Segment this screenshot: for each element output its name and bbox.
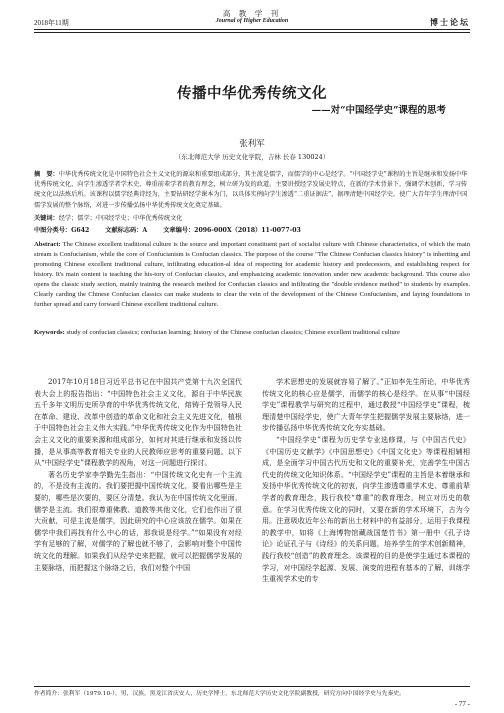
keywords-cn	[34, 214, 470, 224]
keywords-en	[34, 328, 470, 338]
body-paragraph: 学术思想史的发展就容易了解了。”正如李先生所论，中华优秀传统文化的核心应是儒学，而儒学的核心是经学。在从事“中国经学史”课程教学与研究的过程中，通过教授“中国经学史”课程，梳理清楚中国经学史，使广大青年学生把握儒学发展主要脉络，进一步传播弘扬中华优秀传统文化夯实基础。	[262, 377, 470, 433]
header-rule	[34, 29, 470, 30]
abstract-en-text: The Chinese excellent traditional culture is the source and important constituent part of socialist culture with Chinese characteristics, of which the main stream is Confucianism, while the core of Confucianism is Confucian classics. The purpose of the course "The Chinese Confucian classics history" is inheriting and promoting Chinese excellent traditional culture, infiltrating education-al idea of respecting for academic history and predecessors, and establishing respect for history. It's main content is teaching the his-tory of Confucian classics, and emphasizing academic innovation under new academic background. This course also opens the classic study section, mainly training the research method for Confucian classics and infiltrating the "double evidence method" to students by examples. Clearly carding the Chinese Confucian classics can make students to clear the vein of the development of the Chinese Confucianism, and laying foundations to further spread and carry forward Chinese excellent traditional culture.	[34, 241, 470, 308]
keywords-en-label: Keywords:	[34, 329, 65, 336]
classification-meta	[34, 226, 470, 236]
issue-label: 2018年11期	[34, 19, 69, 27]
keywords-en-text: study of confucian classics; confucian learning; history of the Chinese confucian classics; Chinese excellent traditional culture	[66, 329, 400, 336]
document-code: 文献标志码：A	[105, 227, 148, 234]
article-subtitle: ——对“中国经学史”课程的思考	[311, 105, 446, 116]
abstract-cn	[34, 170, 470, 211]
author-affiliation: （东北师范大学 历史文化学院，吉林 长春 130024）	[174, 153, 330, 161]
footnote-rule	[34, 686, 470, 687]
journal-title-en: Journal of Higher Education	[215, 18, 289, 24]
abstract-en	[34, 240, 470, 310]
body-column-right	[262, 376, 470, 585]
article-title: 传播中华优秀传统文化	[177, 85, 327, 102]
article-id: 文章编号：2096-000X（2018）11-0077-03	[163, 227, 301, 234]
clc-number: 中图分类号：G642	[34, 227, 90, 234]
abstract-cn-text: 中华优秀传统文化是中国特色社会主义文化的源泉和重要组成部分，其主流是儒学，而儒学的中心是经学。“中国经学史”课程的主旨是继承和发扬中华优秀传统文化，向学生渗透学者学术史、尊重前辈学者的教育理念，树立研为发的政道。主要讲授经学发展史特点，在新的学术背景下，强调学术创新，学习传统文化以法炼后所。该课程以儒学经典诗经为，主要钻研经学课本为门，以具体实例向学生渗透“二重证据法”、据理清楚中国经学史，使广大青年学生理清中国儒学发展的整个脉络，对进一步传播弘扬中华优秀传统文化奠定基础。	[34, 171, 468, 209]
body-paragraph: “中国经学史”课程为历史学专业选修课，与《中国古代史》《中国历史文献学》《中国思想史》《中国文化史》等课程相辅相成，是全面学习中国古代历史和文化的重要补充，完善学生中国古代史的传统文化知识体系。“中国经学史”课程的主旨是本着继承和发扬中华优秀传统文化的初衷，向学生渗透尊重学术史、尊重前辈学者的教育理念，践行我校“尊重”的教育理念，树立对历史的敬意。在学习优秀传统文化的同时，又要在新的学术环境下，古为今用。注意吸收近年公布的新出土材料中的有益部分，运用于我课程的教学中，如将《上海博物馆藏战国楚竹书》第一册中《孔子诗论》论证孔子与《诗经》的关系问题，培养学生的学术创新精神，践行我校“创造”的教育理念。该课程的目的是使学生通过本课程的学习，对中国经学起源、发展、演变的进程有基本的了解，训练学生重视学术史的专	[262, 434, 470, 584]
abstract-en-label: Abstract:	[34, 241, 61, 248]
body-paragraph: 著名历史学家李学勤先生指出：“中国传统文化史有一个主流的，不是没有主流的。我们要把握中国传统文化，要看出哪些是主要的，哪些是次要的，要区分清楚。我认为在中国传统文化里面，儒学是主流。我们很尊重佛教、道教等其他文化，它们也作出了很大贡献，可是主流是儒学，因此研究的中心应该放在儒学。如果在儒学中我们再找有什么中心的话，那我说是经学。”“如果没有对经学有足够的了解，对儒学的了解也就不够了，会影响对整个中国传统文化的理解。如果我们从经学史来把握，就可以把握儒学发展的主要脉络，而把握这个脉络之后，我们对整个中国	[34, 469, 242, 572]
keywords-cn-label: 关键词：	[34, 215, 59, 222]
header-rule-thin	[34, 32, 470, 33]
author-footnote: 作者简介：张利军（1979.10-），男，汉族，黑龙江省庆安人，历史学博士，东北师范大学历史文化学院副教授，研究方向中国经学史与先秦史。	[34, 691, 405, 697]
author-name: 张利军	[239, 139, 265, 149]
column-label: 博士论坛	[430, 17, 470, 27]
body-column-left	[34, 376, 242, 573]
journal-title: 高 教 学 刊	[222, 9, 282, 18]
keywords-cn-text: 经学；儒学；中国经学史；中华优秀传统文化	[58, 215, 183, 222]
page-number: - 77 -	[454, 700, 470, 708]
abstract-cn-label: 摘 要：	[34, 171, 59, 178]
body-paragraph: 2017年10月18日习近平总书记在中国共产党第十九次全国代表大会上的报告指出：“中国特色社会主义文化，源自于中华民族五千多年文明历史所孕育的中华优秀传统文化，熔铸于党领导人民在革命、建设、改革中创造的革命文化和社会主义先进文化，植根于中国特色社会主义伟大实践。”中华优秀传统文化作为中国特色社会主义文化的重要来源和组成部分，如何对其进行继承和发扬以传播，是从事高等教育相关专业的人民教师应思考的重要问题。以下从“中国经学史”课程教学的视角，对这一问题进行探讨。	[34, 377, 242, 468]
